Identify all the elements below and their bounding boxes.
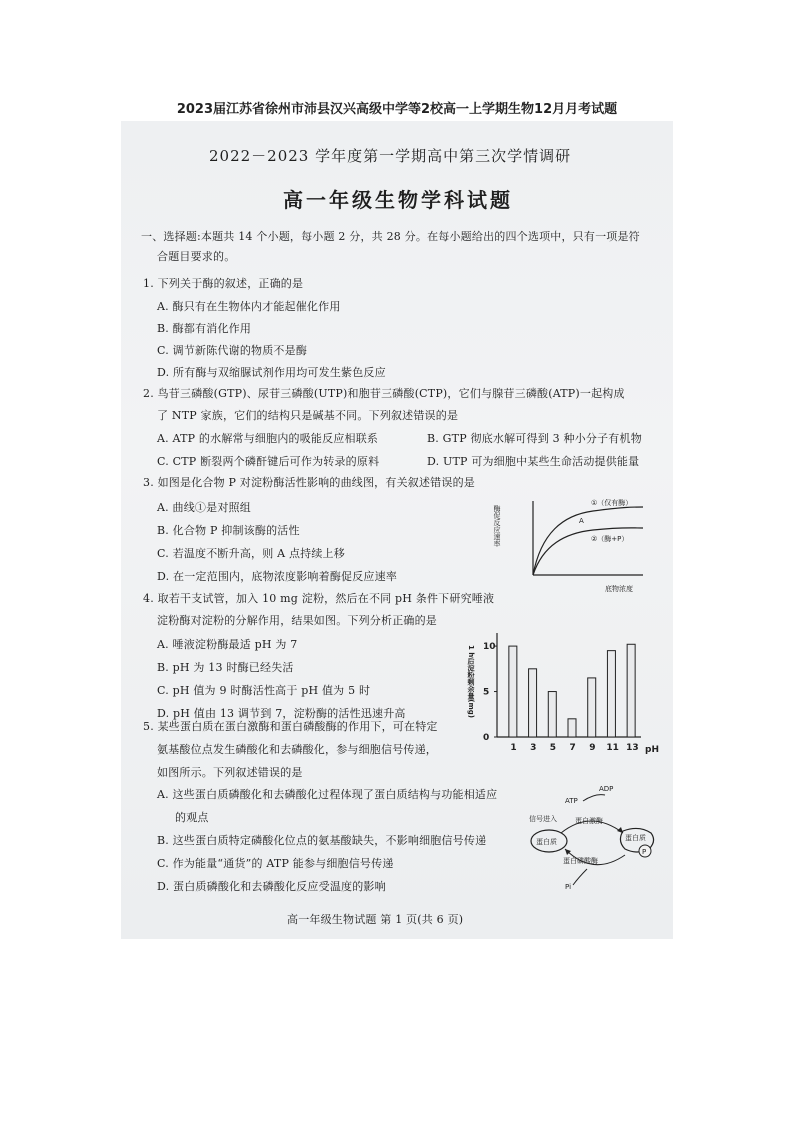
chart-y-tick-label: 10 <box>483 642 496 653</box>
q4-stem-line1: 4. 取若干支试管，加入 10 mg 淀粉，然后在不同 pH 条件下研究唾液 <box>143 592 495 605</box>
q5-stem-line3: 如图所示。下列叙述错误的是 <box>157 766 303 779</box>
q2-stem-line2: 了 NTP 家族，它们的结构只是碱基不同。下列叙述错误的是 <box>157 409 459 422</box>
q2-option-d: D. UTP 可为细胞中某些生命活动提供能量 <box>427 455 640 468</box>
q1-option-c: C. 调节新陈代谢的物质不是酶 <box>157 344 308 357</box>
q3-option-a: A. 曲线①是对照组 <box>157 501 251 514</box>
chart-x-tick-label: 11 <box>606 743 619 753</box>
chart-x-tick-label: 13 <box>626 743 639 753</box>
q1-option-a: A. 酶只有在生物体内才能起催化作用 <box>157 300 341 313</box>
q2-option-b: B. GTP 彻底水解可得到 3 种小分子有机物 <box>427 432 642 445</box>
chart-x-tick-label: 3 <box>530 743 537 753</box>
fig3-y-label: 酶促反应速率 <box>493 505 501 547</box>
chart-y-tick-label: 0 <box>483 733 490 743</box>
q5-stem-line2: 氨基酸位点发生磷酸化和去磷酸化，参与细胞信号传递， <box>157 743 437 756</box>
fig5-protein-right-label: 蛋白质 <box>625 834 646 842</box>
q5-option-b: B. 这些蛋白质特定磷酸化位点的氨基酸缺失，不影响细胞信号传递 <box>157 834 487 847</box>
q4-option-b: B. pH 为 13 时酶已经失活 <box>157 661 294 674</box>
ph-bar-chart <box>459 629 665 761</box>
q3-option-b: B. 化合物 P 抑制该酶的活性 <box>157 524 300 537</box>
chart-bar <box>509 646 517 737</box>
chart-bar <box>627 644 635 737</box>
fig3-curve1-label: ①（仅有酶） <box>591 499 633 507</box>
fig5-phosphate-label: P <box>642 848 647 856</box>
q1-option-d: D. 所有酶与双缩脲试剂作用均可发生紫色反应 <box>157 366 386 379</box>
phosphorylation-cycle-figure <box>521 781 669 893</box>
q5-option-d: D. 蛋白质磷酸化和去磷酸化反应受温度的影响 <box>157 880 386 893</box>
chart-bar <box>529 669 537 737</box>
chart-x-label: pH <box>645 745 659 755</box>
document-title: 2023届江苏省徐州市沛县汉兴高级中学等2校高一上学期生物12月月考试题 <box>176 102 618 117</box>
chart-y-tick-label: 5 <box>483 687 490 698</box>
fig5-phosphatase-label: 蛋白磷酸酶 <box>563 857 598 865</box>
fig3-point-a-label: A <box>579 517 584 525</box>
fig5-pi-label: Pi <box>565 883 572 891</box>
q4-stem-line2: 淀粉酶对淀粉的分解作用，结果如图。下列分析正确的是 <box>157 614 437 627</box>
q5-option-a: A. 这些蛋白质磷酸化和去磷酸化过程体现了蛋白质结构与功能相适应 <box>157 788 498 801</box>
q5-option-a-cont: 的观点 <box>175 811 209 824</box>
chart-bar <box>588 678 596 737</box>
fig5-kinase-label: 蛋白激酶 <box>575 817 603 825</box>
chart-bar <box>568 719 576 737</box>
fig5-protein-left-label: 蛋白质 <box>536 838 557 846</box>
chart-x-tick-label: 1 <box>510 743 517 753</box>
chart-x-tick-label: 5 <box>549 743 557 753</box>
section-instruction-2: 合题目要求的。 <box>157 250 236 263</box>
q1-stem: 1. 下列关于酶的叙述，正确的是 <box>143 277 304 290</box>
fig5-atp-adp-arrow <box>583 795 605 801</box>
scanned-exam-page <box>121 121 673 939</box>
q4-option-d: D. pH 值由 13 调节到 7，淀粉酶的活性迅速升高 <box>157 707 406 720</box>
q5-stem-line1: 5. 某些蛋白质在蛋白激酶和蛋白磷酸酶的作用下，可在特定 <box>143 720 438 733</box>
fig3-curve2-label: ②（酶+P） <box>591 535 629 543</box>
q4-option-a: A. 唾液淀粉酶最适 pH 为 7 <box>157 638 298 651</box>
enzyme-rate-figure <box>493 493 659 601</box>
q1-option-b: B. 酶都有消化作用 <box>157 322 252 335</box>
q2-option-a: A. ATP 的水解常与细胞内的吸能反应相联系 <box>157 432 379 445</box>
chart-x-tick-label: 7 <box>569 743 576 753</box>
fig3-x-label: 底物浓度 <box>605 585 633 593</box>
q4-option-c: C. pH 值为 9 时酶活性高于 pH 值为 5 时 <box>157 684 371 697</box>
chart-bar <box>607 651 615 737</box>
q3-stem: 3. 如图是化合物 P 对淀粉酶活性影响的曲线图，有关叙述错误的是 <box>143 476 475 489</box>
page-footer: 高一年级生物试题 第 1 页(共 6 页) <box>287 913 464 926</box>
fig5-pi-arrow <box>573 869 587 885</box>
chart-y-label: 1 h后淀粉剩余量(mg) <box>467 645 475 718</box>
section-instruction-1: 一、选择题:本题共 14 个小题，每小题 2 分，共 28 分。在每小题给出的四个选项中，只有一项是符 <box>141 230 640 243</box>
chart-bar <box>548 692 556 737</box>
q3-option-c: C. 若温度不断升高，则 A 点持续上移 <box>157 547 345 560</box>
q2-stem-line1: 2. 鸟苷三磷酸(GTP)、尿苷三磷酸(UTP)和胞苷三磷酸(CTP)，它们与腺苷三磷酸(ATP)一起构成 <box>143 387 625 400</box>
q5-option-c: C. 作为能量“通货”的 ATP 能参与细胞信号传递 <box>157 857 394 870</box>
fig5-atp-label: ATP <box>565 797 578 805</box>
fig5-signal-label: 信号进入 <box>529 815 557 823</box>
exam-title: 高一年级生物学科试题 <box>283 188 513 212</box>
fig5-adp-label: ADP <box>599 785 614 793</box>
exam-subtitle: 2022－2023 学年度第一学期高中第三次学情调研 <box>209 147 572 165</box>
q3-option-d: D. 在一定范围内，底物浓度影响着酶促反应速率 <box>157 570 398 583</box>
q2-option-c: C. CTP 断裂两个磷酐键后可作为转录的原料 <box>157 455 380 468</box>
chart-x-tick-label: 9 <box>589 743 596 753</box>
